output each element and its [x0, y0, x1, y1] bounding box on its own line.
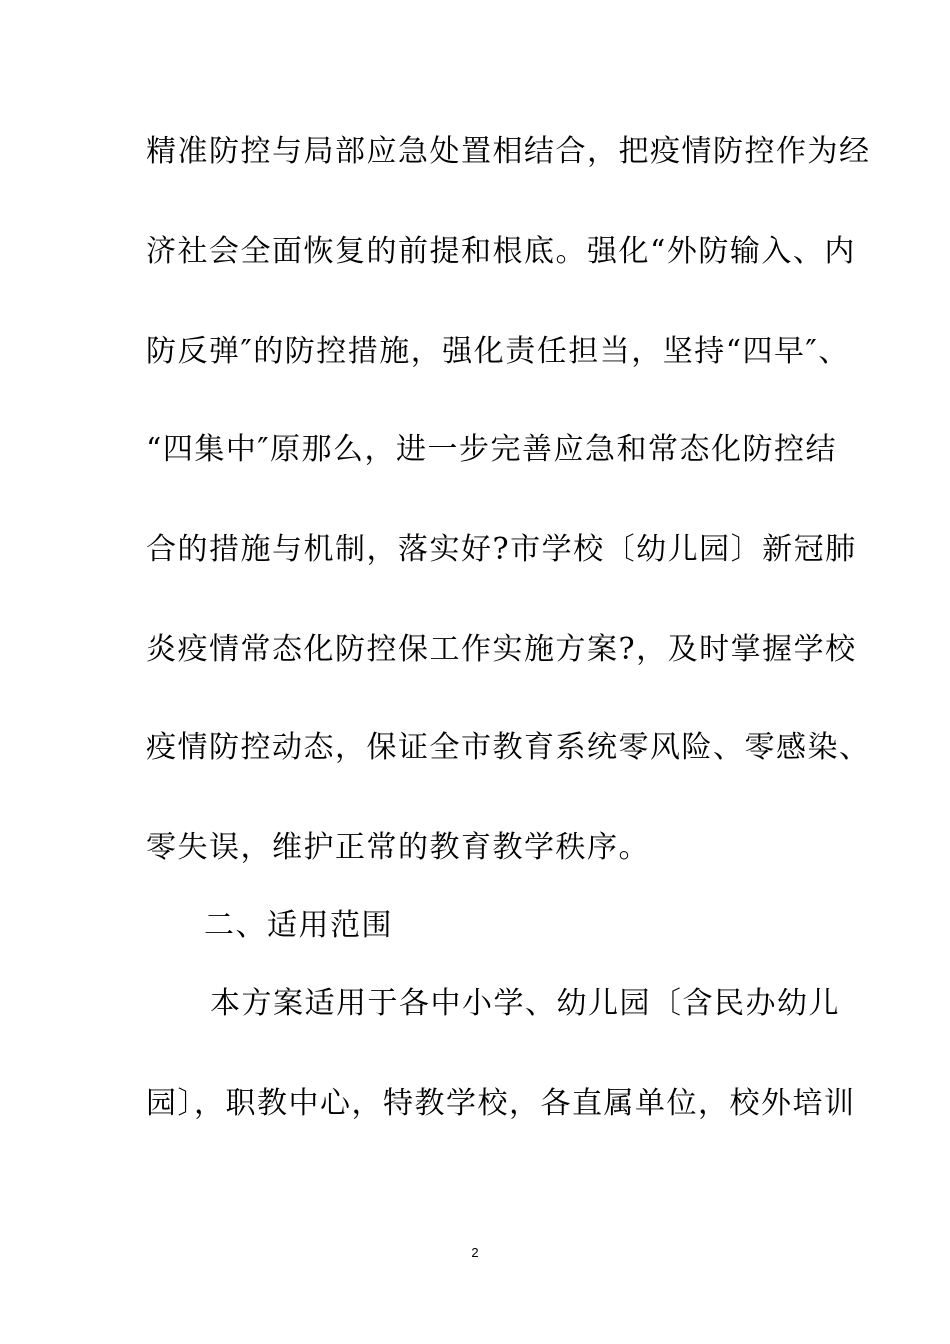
body-text-line: 炎疫情常态化防控保工作实施方案?，及时掌握学校: [146, 632, 857, 667]
paragraph-line: 园〕，职教中心，特教学校，各直属单位，校外培训: [146, 1086, 856, 1121]
body-text-line: “四集中″原那么，进一步完善应急和常态化防控结: [146, 432, 838, 467]
page-number: 2: [471, 1245, 479, 1260]
body-text-line: 疫情防控动态，保证全市教育系统零风险、零感染、: [146, 730, 871, 765]
section-heading: 二、适用范围: [204, 908, 393, 943]
body-text-line: 零失误，维护正常的教育教学秩序。: [146, 830, 650, 865]
body-text-line: 合的措施与机制，落实好?市学校〔幼儿园〕新冠肺: [146, 532, 857, 567]
paragraph-line: 本方案适用于各中小学、幼儿园〔含民办幼儿: [210, 986, 840, 1021]
body-text-line: 精准防控与局部应急处置相结合，把疫情防控作为经: [146, 134, 871, 169]
body-text-line: 防反弹″的防控措施，强化责任担当，坚持“四早″、: [146, 334, 850, 369]
body-text-line: 济社会全面恢复的前提和根底。强化“外防输入、内: [146, 234, 856, 269]
